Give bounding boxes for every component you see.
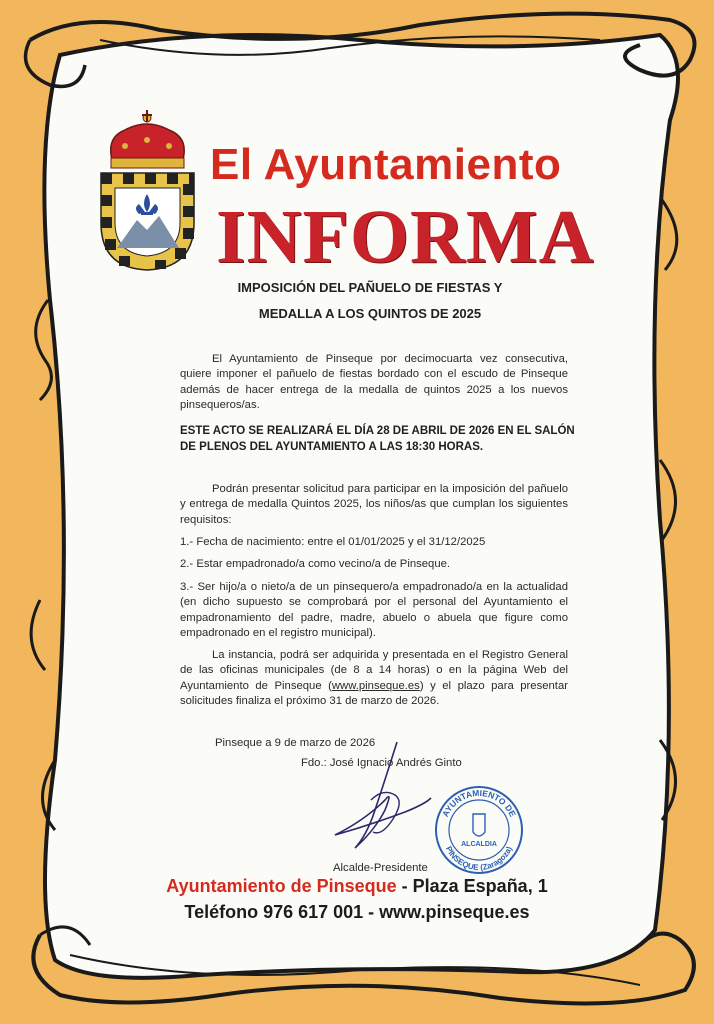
website-link[interactable]: www.pinseque.es: [331, 679, 420, 692]
handwritten-signature-icon: [325, 740, 435, 860]
requirement-2: 2.- Estar empadronado/a como vecino/a de Pinseque.: [180, 558, 451, 570]
footer-contact: Teléfono 976 617 001 - www.pinseque.es: [184, 902, 530, 922]
requirements-intro: Podrán presentar solicitud para participar en la imposición del pañuelo y entrega de medalla Quintos 2025, los niños/as que cumplan los siguientes requisitos:: [180, 483, 568, 526]
event-line-2: DE PLENOS DEL AYUNTAMIENTO A LAS 18:30 HORAS.: [180, 441, 484, 453]
official-stamp-icon: [433, 784, 525, 876]
stamp-center-text: ALCALDIA: [461, 841, 497, 848]
signer-role: Alcalde-Presidente: [333, 862, 428, 874]
footer-org: Ayuntamiento de Pinseque: [166, 876, 397, 896]
stamp-top-text: AYUNTAMIENTO DE: [440, 787, 518, 819]
footer-org-line: [0, 876, 714, 897]
svg-text:PINSEQUE (Zaragoza): [444, 845, 514, 872]
requirement-3: 3.- Ser hijo/a o nieto/a de un pinsequero/a empadronado/a en la actualidad (en dicho supuesto se comprobará por el personal del Ayuntamiento el empadronamiento del padre, madre, abuelo o abuela que figure como empadronado en el registro municipal).: [180, 581, 568, 639]
coat-of-arms-icon: [95, 108, 200, 273]
event-announcement: [180, 423, 580, 455]
signed-by: Fdo.: José Ignacio Andrés Ginto: [301, 757, 462, 769]
subtitle-line-1: IMPOSICIÓN DEL PAÑUELO DE FIESTAS Y: [237, 280, 503, 295]
instancia-text-1: La instancia, podrá ser adquirida y presentada en el Registro General de las oficinas municipales (de 8 a 14 horas) o en la página Web del Ayuntamiento de Pinseque (: [180, 649, 568, 692]
headline-informa: INFORMA: [216, 195, 595, 279]
footer-address: - Plaza España, 1: [396, 876, 548, 896]
stamp-bottom-text: PINSEQUE (Zaragoza): [443, 844, 514, 873]
requirement-1: 1.- Fecha de nacimiento: entre el 01/01/2025 y el 31/12/2025: [180, 536, 486, 548]
headline-ayuntamiento: El Ayuntamiento: [210, 140, 562, 189]
signature-date: Pinseque a 9 de marzo de 2026: [215, 737, 376, 749]
intro-paragraph: El Ayuntamiento de Pinseque por decimocuarta vez consecutiva, quiere imponer el pañuelo de fiestas bordado con el escudo de Pinseque además de hacer entrega de la medalla de quintos 2025 a los nuevos pinsequeros/as.: [180, 353, 568, 411]
instancia-text-2: ) y el plazo para presentar solicitudes finaliza el próximo 31 de marzo de 2026.: [180, 679, 568, 707]
instancia-paragraph: [180, 648, 568, 709]
event-line-1: ESTE ACTO SE REALIZARÁ EL DÍA 28 DE ABRIL DE 2026 EN EL SALÓN: [180, 425, 575, 437]
subtitle-line-2: MEDALLA A LOS QUINTOS DE 2025: [258, 306, 482, 321]
